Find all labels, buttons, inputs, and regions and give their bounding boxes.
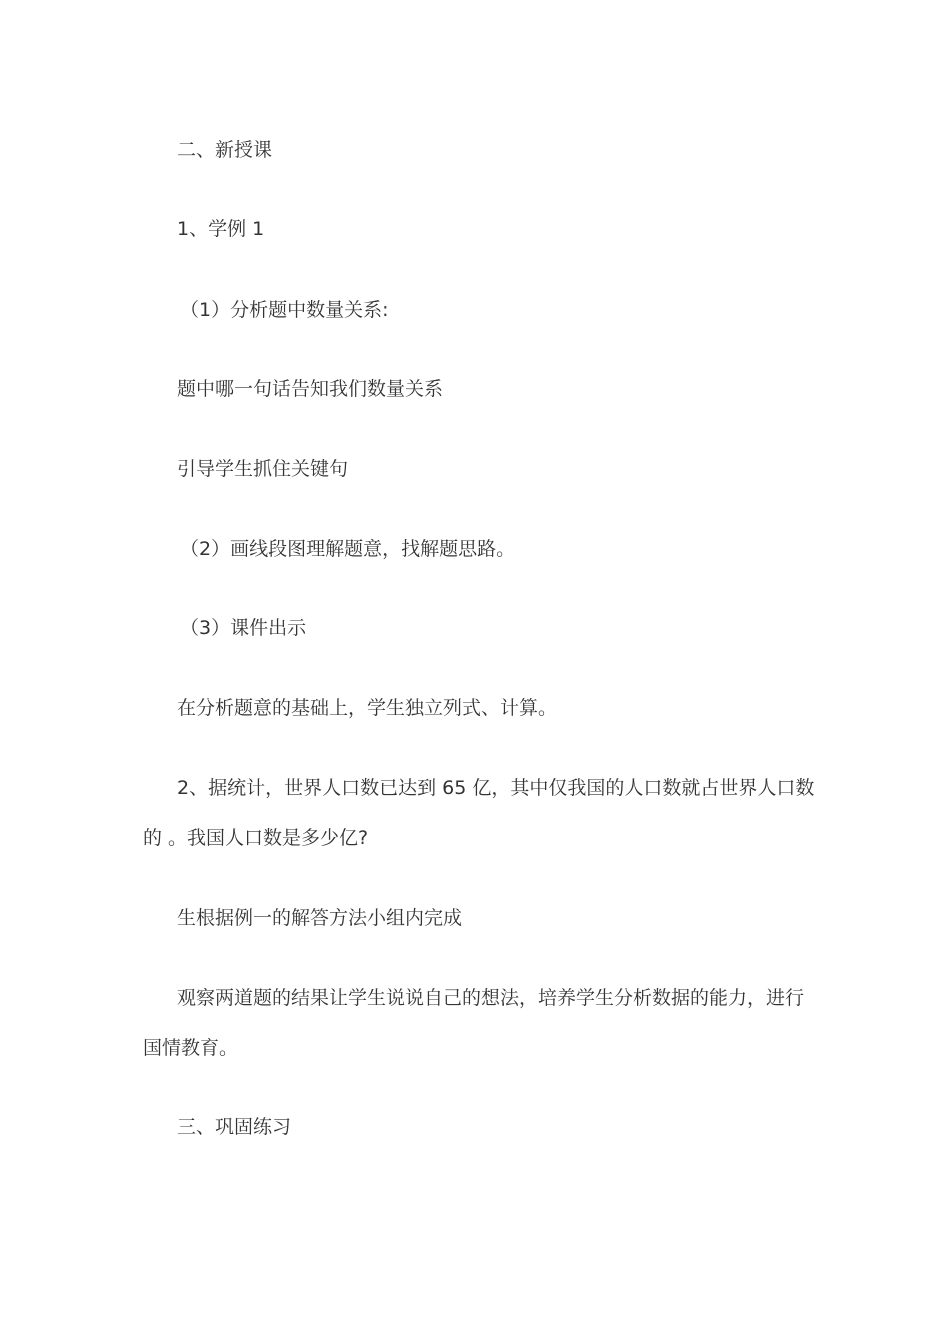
section-heading-practice: 三、巩固练习 <box>177 1116 292 1138</box>
paragraph-text: 题中哪一句话告知我们数量关系 <box>177 378 444 400</box>
step-2-text: （2）画线段图理解题意，找解题思路。 <box>180 538 516 560</box>
example-2-text: 2、据统计，世界人口数已达到 65 亿，其中仅我国的人口数就占世界人口数 <box>177 777 815 799</box>
paragraph-text: 生根据例一的解答方法小组内完成 <box>177 907 463 929</box>
paragraph-text: 观察两道题的结果让学生说说自己的想法，培养学生分析数据的能力，进行 <box>177 987 805 1009</box>
step-3-text: （3）课件出示 <box>180 617 307 639</box>
step-1-text: （1）分析题中数量关系: <box>180 299 389 321</box>
paragraph-text: 在分析题意的基础上，学生独立列式、计算。 <box>177 697 558 719</box>
example-1-heading: 1、学例 1 <box>177 218 265 240</box>
paragraph-text-continued: 国情教育。 <box>143 1037 239 1059</box>
paragraph-text: 引导学生抓住关键句 <box>177 458 349 480</box>
section-heading-new-lesson: 二、新授课 <box>177 139 273 161</box>
example-2-text-continued: 的 。我国人口数是多少亿? <box>143 827 369 849</box>
